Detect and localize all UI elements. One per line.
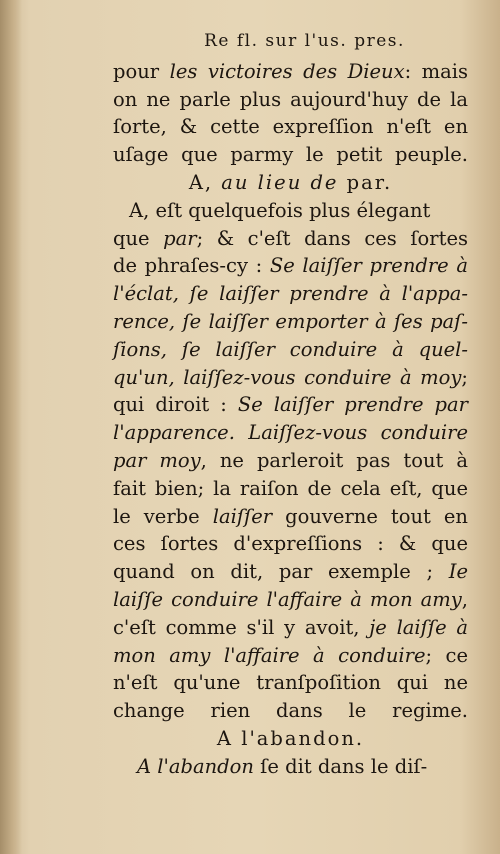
text-line [113, 753, 468, 781]
italic-span: au lieu de [221, 170, 347, 194]
text-line [113, 614, 468, 642]
text-span: fait bien; la raiſon de cela eſt, que [113, 476, 468, 500]
italic-span: Se laiſſer prendre par [237, 393, 468, 417]
text-span: : mais [404, 59, 469, 83]
italic-span: A l'abandon [137, 754, 254, 778]
text-span: ; ce [425, 643, 469, 667]
text-span: par. [346, 170, 393, 194]
text-line [113, 447, 468, 475]
section-heading [113, 169, 468, 197]
text-line [113, 391, 468, 419]
text-line [113, 475, 468, 503]
text-line [113, 280, 468, 308]
text-span: n'eſt qu'une tranſpoſition qui ne [113, 671, 468, 695]
body-lines [113, 58, 468, 781]
text-span: le verbe [113, 504, 213, 528]
text-line [113, 419, 468, 447]
text-span: A, [188, 170, 222, 194]
page-gutter-shadow [0, 0, 22, 854]
text-span: de phraſes-cy : [113, 254, 270, 278]
text-line [113, 113, 468, 141]
text-line [113, 642, 468, 670]
text-line [113, 530, 468, 558]
text-span: on ne parle plus aujourd'huy de la [113, 87, 468, 111]
text-line [113, 586, 468, 614]
text-line [113, 308, 468, 336]
italic-span: mon amy l'affaire à conduire [113, 643, 426, 667]
text-line [113, 225, 468, 253]
running-header: Re fl. sur l'us. pres. [204, 31, 405, 51]
text-line [113, 669, 468, 697]
text-span: ſorte, & cette expreſſion n'eſt en [113, 115, 468, 139]
italic-span: laiſſer [212, 504, 273, 528]
page-text [113, 28, 468, 781]
text-span: , [461, 587, 468, 611]
text-span: pour [113, 59, 170, 83]
text-span: uſage que parmy le petit peuple. [113, 143, 468, 167]
text-span: ; [461, 365, 468, 389]
text-line [113, 697, 468, 725]
italic-span: l'apparence. Laiſſez-vous conduire [113, 421, 468, 445]
italic-span: qu'un, laiſſez-vous conduire à moy [113, 365, 462, 389]
text-span: c'eſt comme s'il y avoit, [113, 615, 370, 639]
text-line [113, 336, 468, 364]
italic-span: ſions, ſe laiſſer conduire à quel- [113, 337, 468, 361]
italic-span: Se laiſſer prendre à [269, 254, 469, 278]
italic-span: laiſſe conduire l'affaire à mon amy [113, 587, 462, 611]
italic-span: rence, ſe laiſſer emporter à ſes paſ- [113, 309, 468, 333]
text-line [113, 252, 468, 280]
italic-span: les victoires des Dieux [169, 59, 405, 83]
italic-span: par [163, 226, 197, 250]
italic-span: je laiſſe à [369, 615, 469, 639]
text-span: A l'abandon. [216, 726, 365, 750]
text-line [113, 197, 468, 225]
text-line [113, 141, 468, 169]
text-line [113, 86, 468, 114]
section-heading [113, 725, 468, 753]
text-line [113, 503, 468, 531]
text-span: quand on dit, par exemple ; [113, 560, 449, 584]
text-span: ſe dit dans le diſ- [253, 754, 428, 778]
text-line [113, 364, 468, 392]
text-span: A, eſt quelquefois plus élegant [129, 198, 431, 222]
text-span: , ne parleroit pas tout à [200, 448, 468, 472]
text-span: qui diroit : [113, 393, 238, 417]
text-span: gouverne tout en [272, 504, 468, 528]
italic-span: Ie [448, 560, 468, 584]
italic-span: par moy [113, 448, 201, 472]
text-span: ces ſortes d'expreſſions : & que [113, 532, 468, 556]
text-line [113, 558, 468, 586]
text-span: que [113, 226, 164, 250]
text-span: ; & c'eſt dans ces ſortes [196, 226, 469, 250]
italic-span: l'éclat, ſe laiſſer prendre à l'appa- [113, 282, 468, 306]
text-line [113, 58, 468, 86]
text-span: change rien dans le regime. [113, 699, 468, 723]
